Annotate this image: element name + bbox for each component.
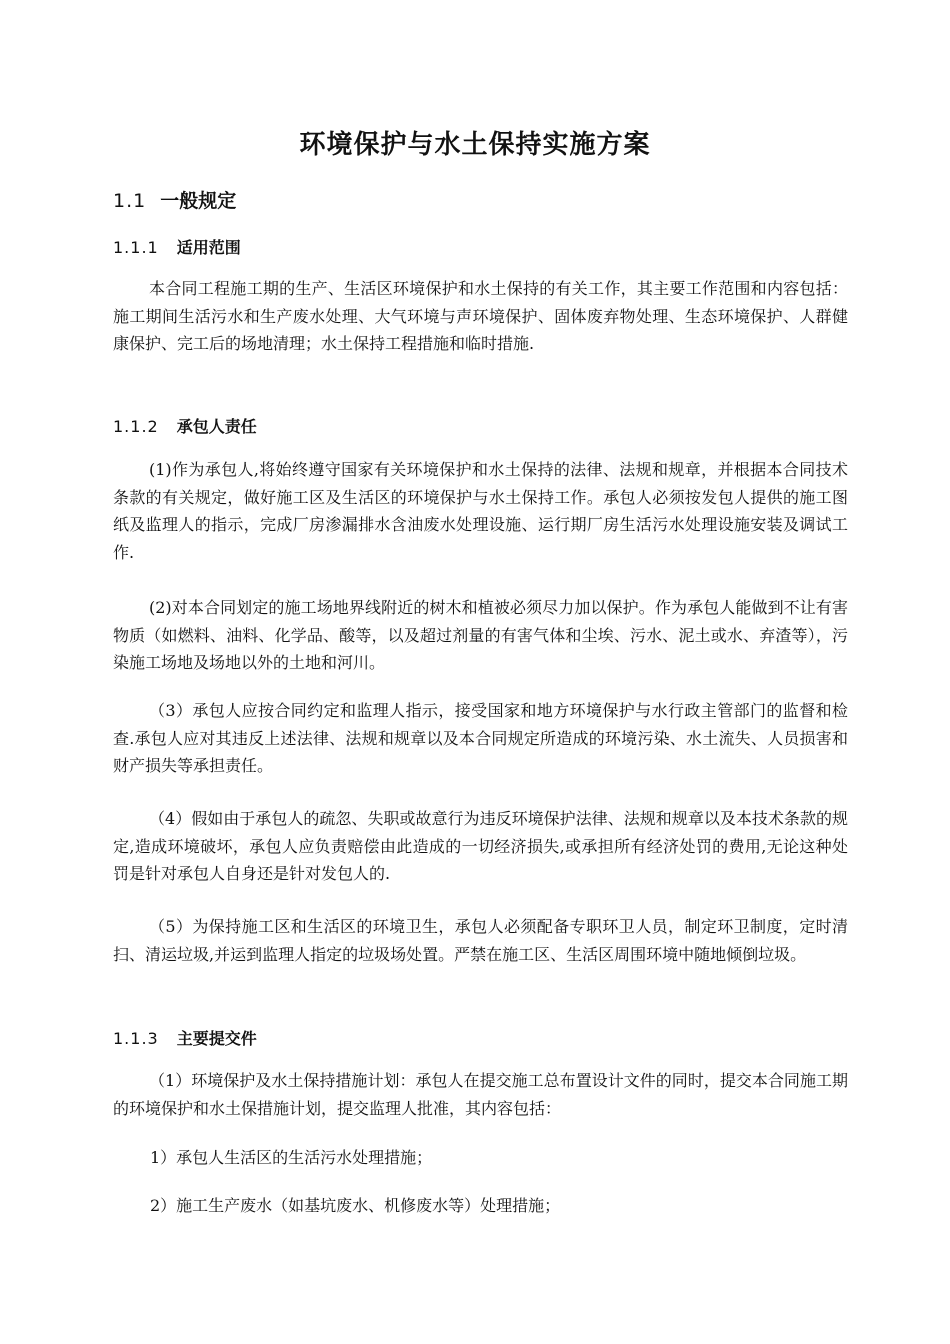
paragraph: 本合同工程施工期的生产、生活区环境保护和水土保持的有关工作，其主要工作范围和内容包括：施工期间生活污水和生产废水处理、大气环境与声环境保护、固体废弃物处理、生态环境保护、人群健康保护、完工后的场地清理；水土保持工程措施和临时措施. <box>113 279 848 353</box>
paragraph: （4）假如由于承包人的疏忽、失职或故意行为违反环境保护法律、法规和规章以及本技术条款的规定,造成环境破坏，承包人应负责赔偿由此造成的一切经济损失,或承担所有经济处罚的费用,无论这种处罚是针对承包人自身还是针对发包人的. <box>113 809 848 883</box>
subsection-heading <box>113 235 241 258</box>
list-item: 2）施工生产废水（如基坑废水、机修废水等）处理措施； <box>150 1196 561 1215</box>
paragraph: (1)作为承包人,将始终遵守国家有关环境保护和水土保持的法律、法规和规章，并根据本合同技术条款的有关规定，做好施工区及生活区的环境保护与水土保持工作。承包人必须按发包人提供的施工图纸及监理人的指示，完成厂房渗漏排水含油废水处理设施、运行期厂房生活污水处理设施安装及调试工作. <box>113 460 848 562</box>
subsection-heading <box>113 1026 257 1049</box>
section-heading <box>113 186 236 213</box>
subsection-title: 承包人责任 <box>176 417 257 436</box>
list-item: 1）承包人生活区的生活污水处理措施； <box>150 1148 433 1167</box>
subsection-number: 1.1.2 <box>113 417 159 436</box>
subsection-title: 适用范围 <box>176 238 241 257</box>
paragraph: (2)对本合同划定的施工场地界线附近的树木和植被必须尽力加以保护。作为承包人能做到不让有害物质（如燃料、油料、化学品、酸等，以及超过剂量的有害气体和尘埃、污水、泥土或水、弃渣等），污染施工场地及场地以外的土地和河川。 <box>113 598 848 672</box>
section-number: 1.1 <box>113 190 147 212</box>
subsection-heading <box>113 414 257 437</box>
document-title: 环境保护与水土保持实施方案 <box>299 130 651 160</box>
section-title: 一般规定 <box>160 190 237 212</box>
paragraph: （3）承包人应按合同约定和监理人指示，接受国家和地方环境保护与水行政主管部门的监督和检查.承包人应对其违反上述法律、法规和规章以及本合同规定所造成的环境污染、水土流失、人员损害和财产损失等承担责任。 <box>113 701 848 775</box>
paragraph: （1）环境保护及水土保持措施计划：承包人在提交施工总布置设计文件的同时，提交本合同施工期的环境保护和水土保措施计划，提交监理人批准，其内容包括： <box>113 1071 848 1118</box>
subsection-number: 1.1.1 <box>113 238 159 257</box>
paragraph: （5）为保持施工区和生活区的环境卫生，承包人必须配备专职环卫人员，制定环卫制度，定时清扫、清运垃圾,并运到监理人指定的垃圾场处置。严禁在施工区、生活区周围环境中随地倾倒垃圾。 <box>113 917 848 964</box>
subsection-number: 1.1.3 <box>113 1029 159 1048</box>
subsection-title: 主要提交件 <box>176 1029 257 1048</box>
